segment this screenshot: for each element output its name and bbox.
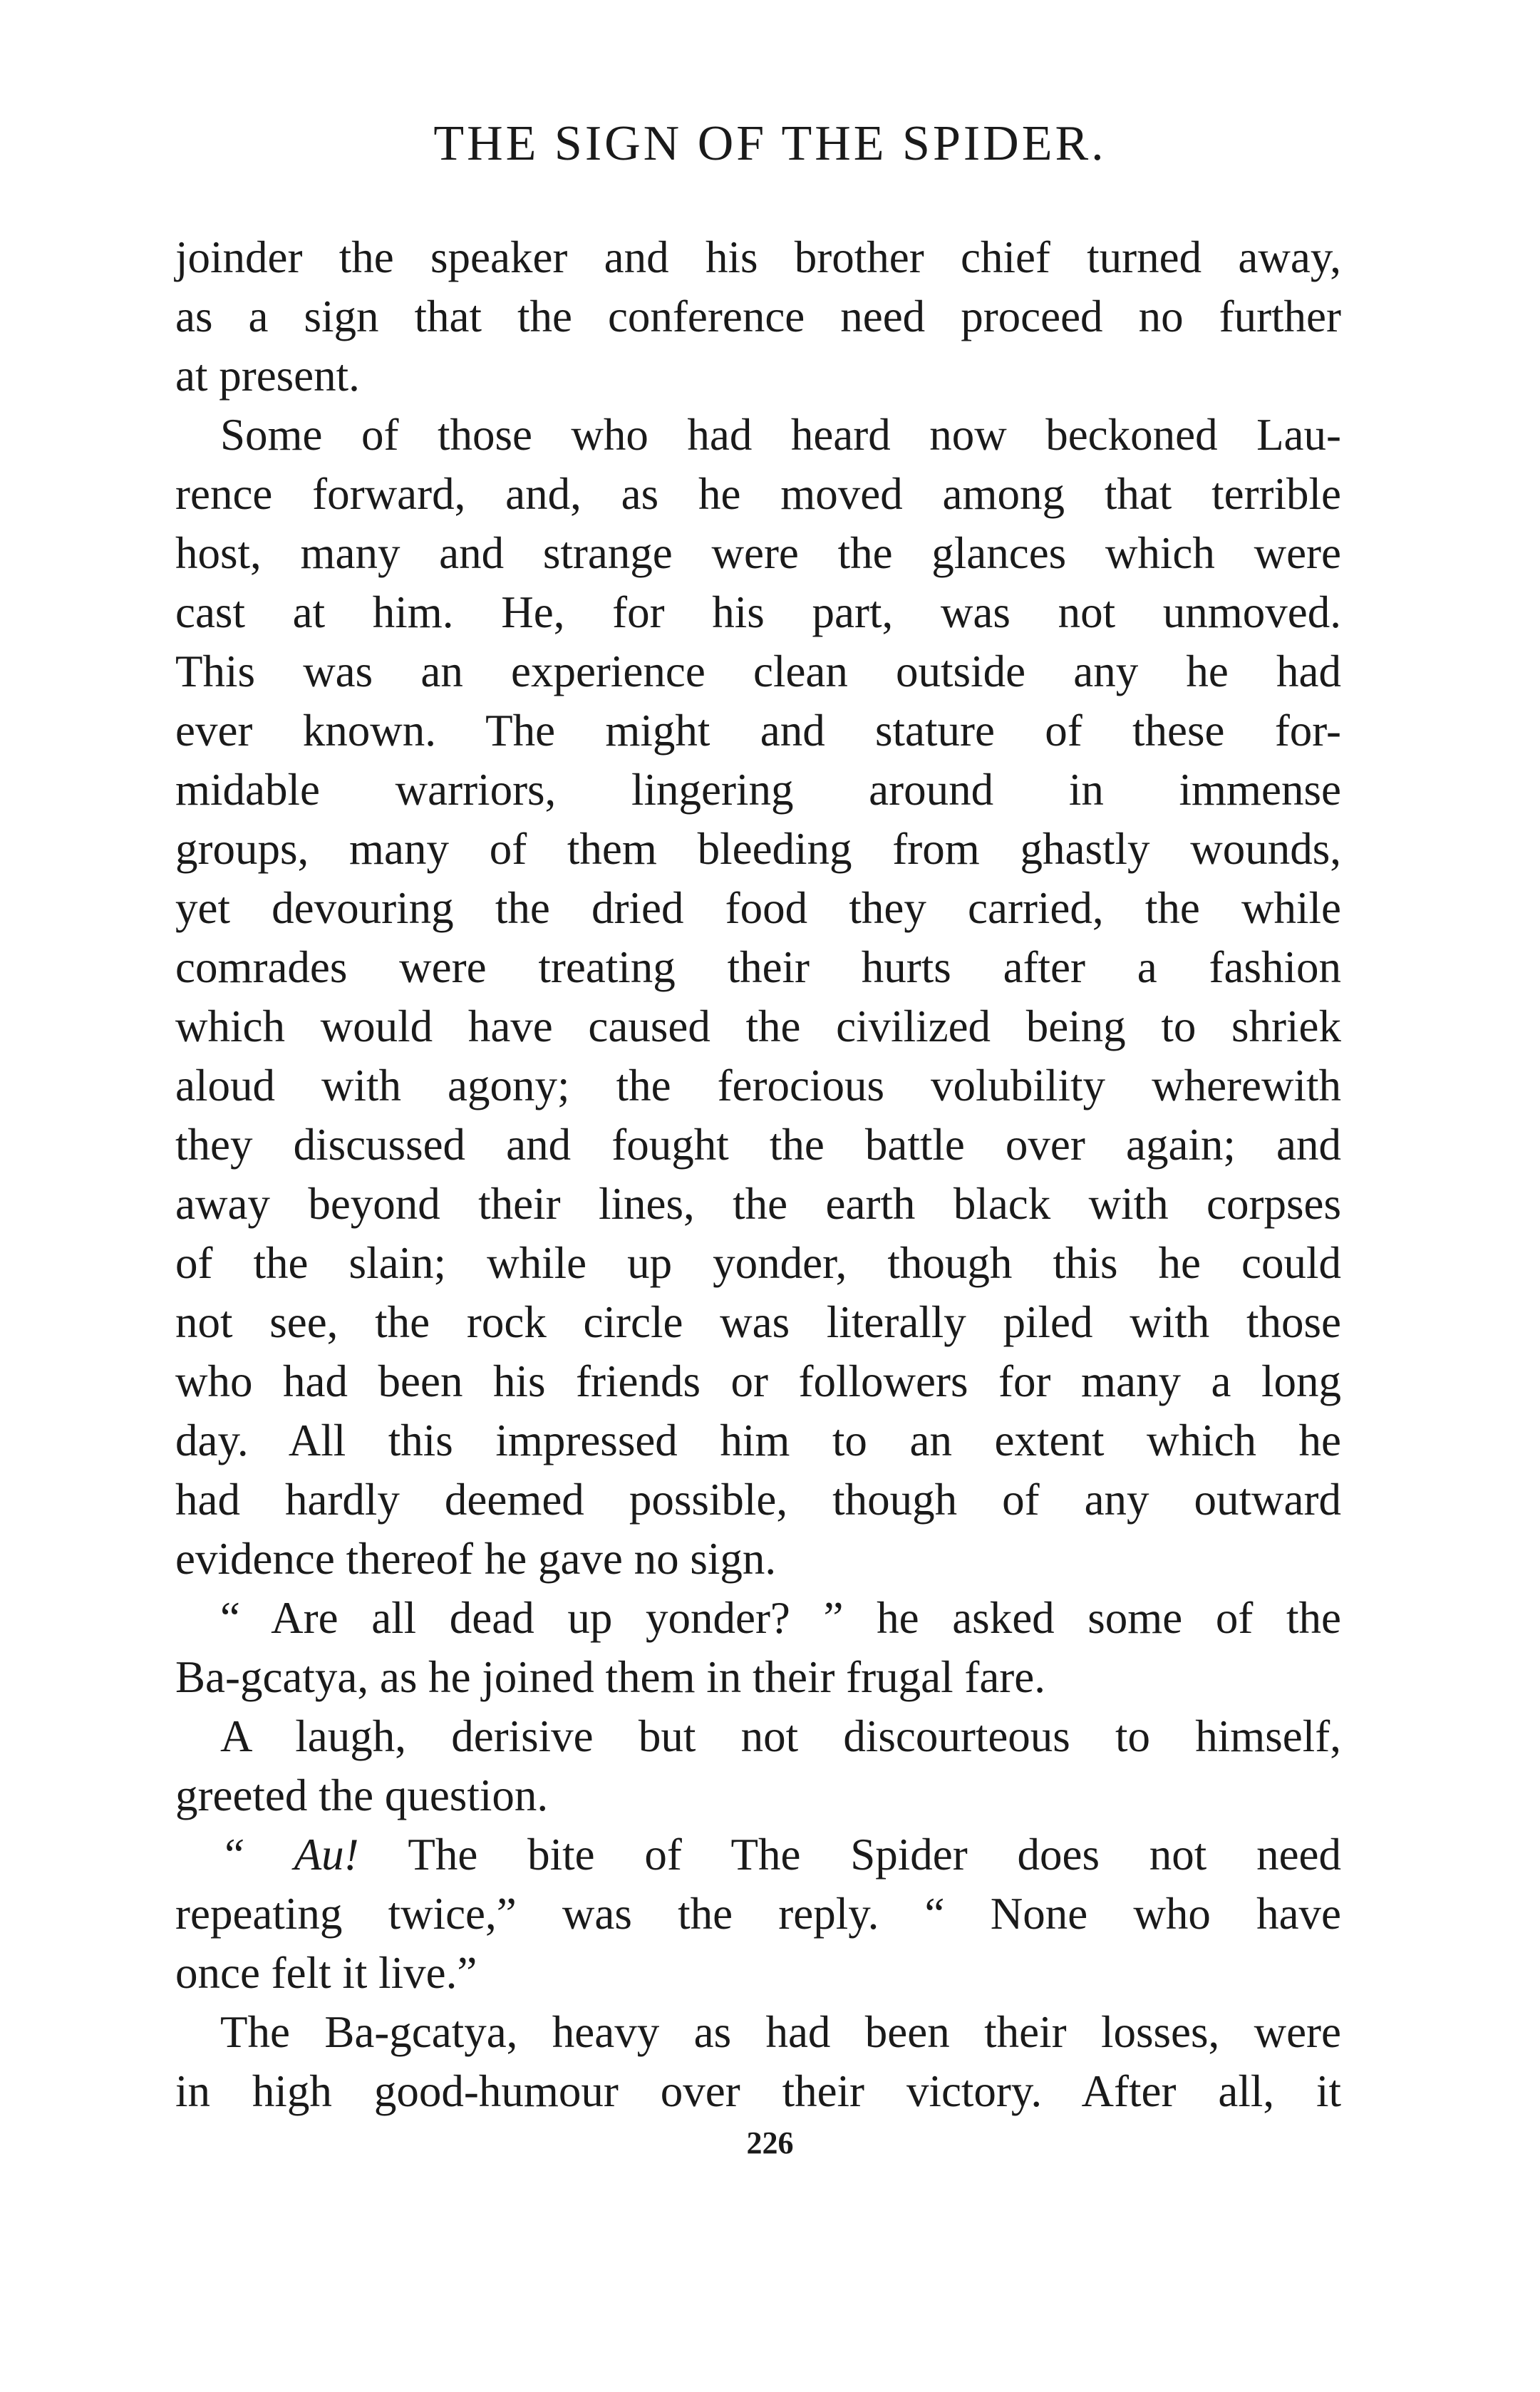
- text-line: who had been his friends or followers for many a long: [175, 1356, 1341, 1406]
- text-line: groups, many of them bleeding from ghastly wounds,: [175, 824, 1341, 874]
- text-line: The Ba-gcatya, heavy as had been their losses, were: [220, 2007, 1341, 2057]
- text-line: once felt it live.”: [175, 1948, 477, 1998]
- text-line: repeating twice,” was the reply. “ None who have: [175, 1889, 1341, 1939]
- text-line: comrades were treating their hurts after a fashion: [175, 942, 1341, 992]
- text-line: of the slain; while up yonder, though this he could: [175, 1238, 1341, 1288]
- running-title: THE SIGN OF THE SPIDER.: [433, 116, 1107, 171]
- italic-lead: “ Au!: [220, 1830, 359, 1880]
- text-line: which would have caused the civilized being to shriek: [175, 1001, 1341, 1051]
- text-line: day. All this impressed him to an extent which he: [175, 1416, 1341, 1465]
- text-line: yet devouring the dried food they carried, the while: [175, 883, 1341, 933]
- text-line: host, many and strange were the glances which were: [175, 528, 1341, 578]
- body-text: [175, 228, 1341, 2121]
- text-line: midable warriors, lingering around in immense: [175, 765, 1341, 815]
- text-line: Some of those who had heard now beckoned Lau-: [220, 410, 1341, 460]
- text-line: cast at him. He, for his part, was not unmoved.: [175, 587, 1341, 637]
- page-number: 226: [746, 2125, 794, 2160]
- text-line: Ba-gcatya, as he joined them in their frugal fare.: [175, 1652, 1045, 1702]
- text-line: A laugh, derisive but not discourteous to himself,: [220, 1711, 1341, 1761]
- text-line: they discussed and fought the battle over again; and: [175, 1120, 1341, 1170]
- text-line: joinder the speaker and his brother chief turned away,: [175, 232, 1341, 282]
- text-line: as a sign that the conference need proceed no further: [175, 292, 1341, 341]
- text-line: had hardly deemed possible, though of any outward: [175, 1475, 1341, 1525]
- text-line: at present.: [175, 351, 360, 401]
- text-line: rence forward, and, as he moved among that terrible: [175, 469, 1341, 519]
- text-line: [175, 1825, 1341, 1885]
- text-line: in high good-humour over their victory. After all, it: [175, 2066, 1341, 2116]
- text-line: evidence thereof he gave no sign.: [175, 1534, 777, 1584]
- text-line: away beyond their lines, the earth black with corpses: [175, 1179, 1341, 1229]
- text-line: ever known. The might and stature of these for-: [175, 706, 1341, 756]
- text-line: “ Are all dead up yonder? ” he asked some of the: [220, 1593, 1341, 1643]
- text-line: aloud with agony; the ferocious volubility wherewith: [175, 1061, 1341, 1110]
- text-line: This was an experience clean outside any he had: [175, 646, 1341, 696]
- text-line: greeted the question.: [175, 1770, 549, 1820]
- text-line: not see, the rock circle was literally piled with those: [175, 1297, 1341, 1347]
- line-text: The bite of The Spider does not need: [408, 1830, 1342, 1880]
